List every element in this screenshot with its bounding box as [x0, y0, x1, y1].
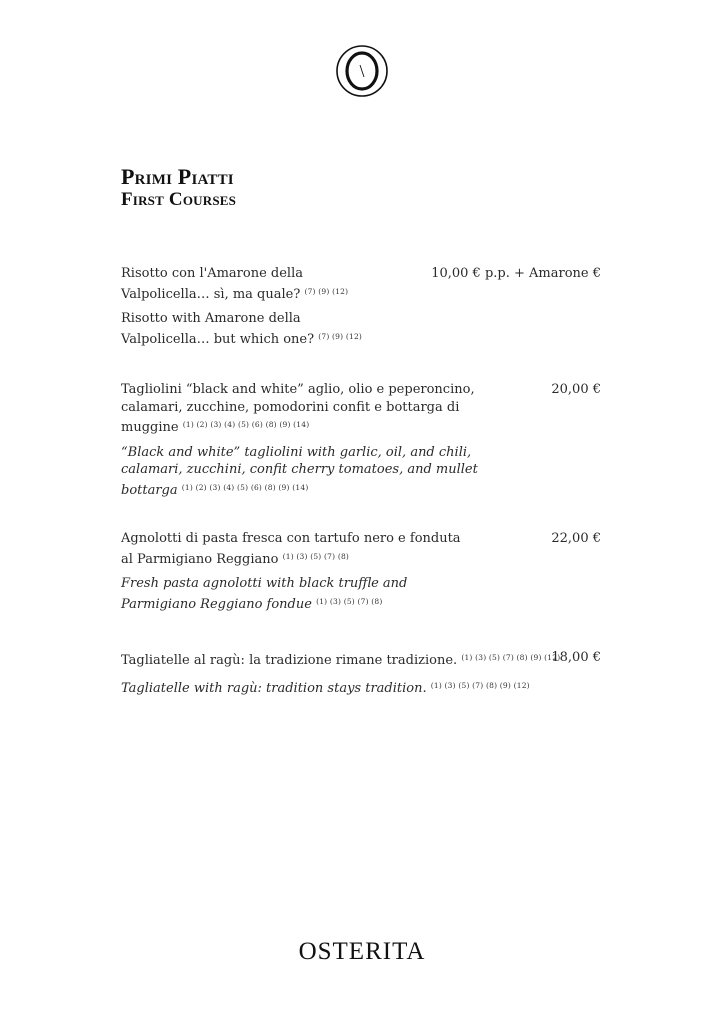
allergens: (7) (9) (12): [304, 286, 349, 296]
dish-name-italian: Tagliatelle al ragù: la tradizione rimane tradizione. $^{(1) (3) (5) (7) (8) (9) (12)}$: [121, 653, 561, 668]
menu-item: [121, 530, 601, 613]
allergens: (1) (3) (5) (7) (8) (9) (12): [430, 680, 530, 690]
section-title-english: First Courses: [121, 189, 237, 210]
dish-name-english: Risotto with Amarone della Valpolicella… but which one? $^{(7) (9) (12)}$: [121, 311, 363, 347]
dish-price: 10,00 € p.p. + Amarone €: [431, 266, 601, 281]
allergens: (1) (3) (5) (7) (8) (9) (12): [461, 653, 561, 662]
allergens: (1) (3) (5) (7) (8): [282, 551, 350, 561]
dish-price: 20,00 €: [551, 382, 601, 397]
allergens: (7) (9) (12): [318, 331, 363, 341]
menu-item: [121, 381, 601, 499]
dish-name-italian: Tagliolini “black and white” aglio, olio e peperoncino, calamari, zucchine, pomodorini confit e bottarga di muggine $^{(1) (2) (3) (4) (5) (6) (8) (9) (14)}$: [121, 382, 475, 435]
logo: [335, 44, 389, 98]
dish-name-italian: Risotto con l'Amarone della Valpolicella… sì, ma quale? $^{(7) (9) (12)}$: [121, 266, 349, 302]
dish-name-english: Tagliatelle with ragù: tradition stays tradition. $^{(1) (3) (5) (7) (8) (9) (12)}$: [121, 680, 530, 696]
allergens: (1) (2) (3) (4) (5) (6) (8) (9) (14): [181, 482, 309, 492]
allergens: (1) (3) (5) (7) (8): [316, 596, 383, 606]
section-heading: [121, 165, 236, 211]
dish-name-english: Fresh pasta agnolotti with black truffle and Parmigiano Reggiano fondue $^{(1) (3) (5) (7) (8)}$: [121, 576, 408, 612]
dish-name-italian: Agnolotti di pasta fresca con tartufo nero e fonduta al Parmigiano Reggiano $^{(1) (3) (5) (7) (8)}$: [121, 531, 461, 567]
menu-item: [121, 649, 601, 697]
menu-item: [121, 265, 601, 348]
dish-name-english: “Black and white” tagliolini with garlic, oil, and chili, calamari, zucchini, confit cherry tomatoes, and mullet bottarga $^{(1) (2) (3) (4) (5) (6) (8) (9) (14)}$: [121, 444, 478, 498]
dish-price: 22,00 €: [551, 531, 601, 546]
section-title-italian: Primi Piatti: [121, 164, 234, 189]
footer-brand: OSTERITA: [298, 938, 426, 965]
allergens: (1) (2) (3) (4) (5) (6) (8) (9) (14): [182, 420, 310, 429]
circle-o-monogram-icon: [335, 44, 389, 98]
dish-price: 18,00 €: [551, 650, 601, 665]
